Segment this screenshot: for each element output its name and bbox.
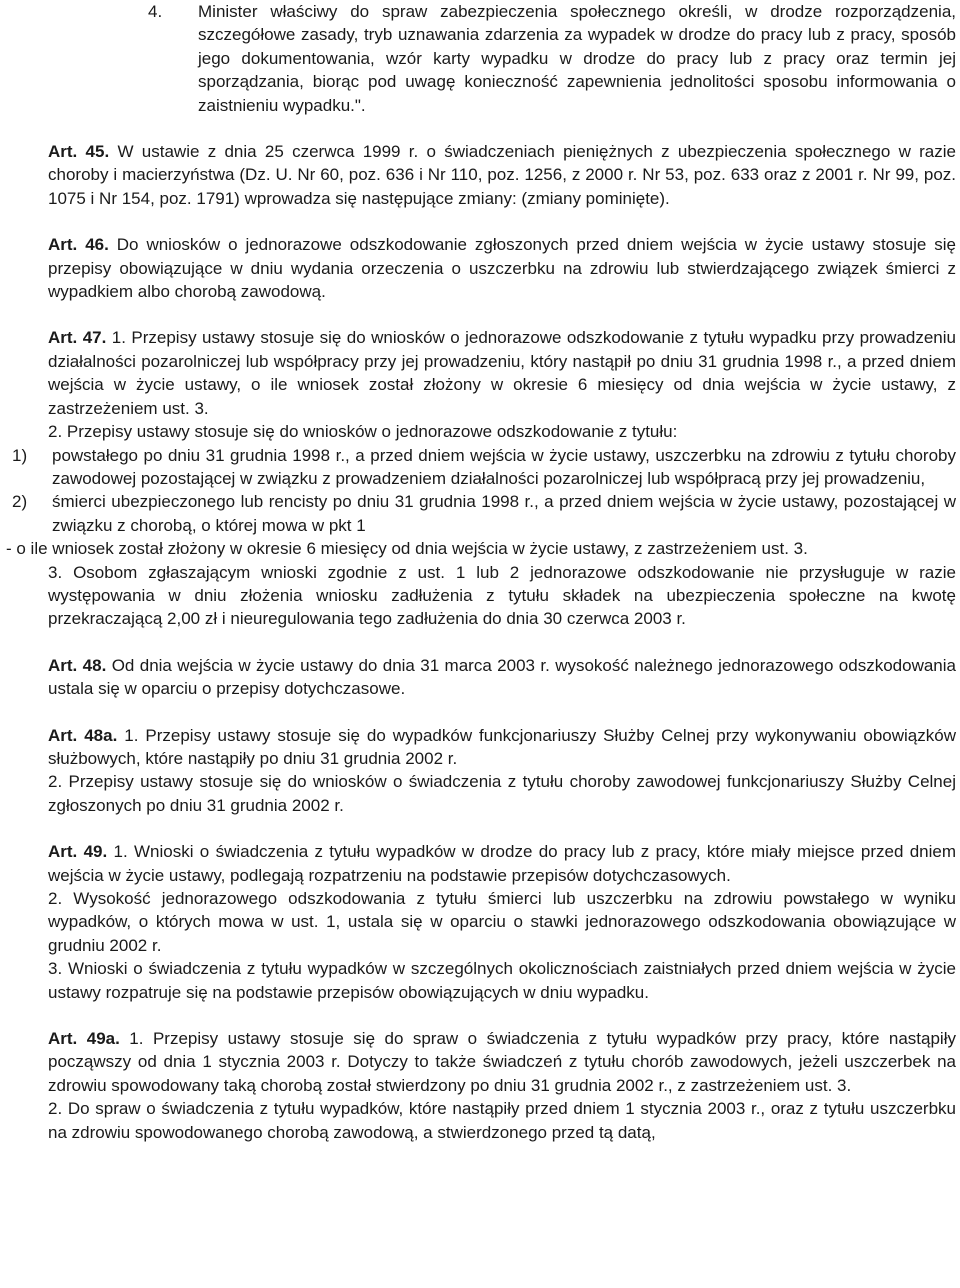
list-item-number: 2) bbox=[12, 492, 28, 512]
list-item bbox=[6, 444, 956, 491]
article-heading: Art. 47. bbox=[48, 328, 107, 348]
article-text: 1. Przepisy ustawy stosuje się do wypadków funkcjonariuszy Służby Celnej przy wykonywaniu obowiązków służbowych, które nastąpiły po dniu 31 grudnia 2002 r. bbox=[48, 725, 956, 768]
article-48a-par-1 bbox=[6, 724, 956, 771]
article-heading: Art. 49a. bbox=[48, 1029, 120, 1049]
article-49a-par-1 bbox=[6, 1027, 956, 1097]
article-45 bbox=[6, 140, 956, 210]
article-47-tail: - o ile wniosek został złożony w okresie 6 miesięcy od dnia wejścia w życie ustawy, z zastrzeżeniem ust. 3. bbox=[6, 539, 808, 559]
article-text: 1. Przepisy ustawy stosuje się do wniosków o jednorazowe odszkodowanie z tytułu wypadku przy prowadzeniu działalności pozarolniczej lub współpracy przy jej prowadzeniu, który nastąpił po dniu 31 grudnia 1998 r., a przed dniem wejścia w życie ustawy, o ile wniosek został złożony w okresie 6 miesięcy od dnia wejścia w życie ustawy, z zastrzeżeniem ust. 3. bbox=[48, 328, 956, 418]
article-heading: Art. 49. bbox=[48, 842, 108, 862]
article-text: W ustawie z dnia 25 czerwca 1999 r. o świadczeniach pieniężnych z ubezpieczenia społecznego w razie choroby i macierzyństwa (Dz. U. Nr 60, poz. 636 i Nr 110, poz. 1256, z 2000 r. Nr 53, poz. 633 oraz z 2001 r. Nr 99, poz. 1075 i Nr 154, poz. 1791) wprowadza się następujące zmiany: (zmiany pominięte). bbox=[48, 142, 956, 208]
article-text: Od dnia wejścia w życie ustawy do dnia 31 marca 2003 r. wysokość należnego jednorazowego odszkodowania ustala się w oparciu o przepisy dotychczasowe. bbox=[48, 655, 956, 699]
paragraph-number: 4. bbox=[148, 2, 163, 21]
article-heading: Art. 48a. bbox=[48, 725, 118, 745]
article-49-par-1 bbox=[6, 840, 956, 887]
article-49-par-2: 2. Wysokość jednorazowego odszkodowania z tytułu śmierci lub uszczerbku na zdrowiu powstałego w wyniku wypadków, o których mowa w ust. 1, ustala się w oparciu o stawki jednorazowego odszkodowania obowiązujące w grudniu 2002 r. bbox=[48, 889, 956, 955]
paragraph-text: Minister właściwy do spraw zabezpieczenia społecznego określi, w drodze rozporządzenia, szczegółowe zasady, tryb uznawania zdarzenia za wypadek w drodze do pracy lub z pracy, sposób jego dokumentowania, wzór karty wypadku w drodze do pracy lub z pracy oraz termin jej sporządzania, biorąc pod uwagę konieczność zapewnienia jednolitości sposobu informowania o zaistnieniu wypadku.". bbox=[198, 2, 956, 115]
article-49-par-3: 3. Wnioski o świadczenia z tytułu wypadków w szczególnych okolicznościach zaistniałych przed dniem wejścia w życie ustawy rozpatruje się na podstawie przepisów obowiązujących w dniu wypadku. bbox=[48, 959, 956, 1002]
list-item-text: śmierci ubezpieczonego lub rencisty po dniu 31 grudnia 1998 r., a przed dniem wejścia w życie ustawy, pozostającej w związku z chorobą, o której mowa w pkt 1 bbox=[52, 492, 956, 535]
article-48a-par-2: 2. Przepisy ustawy stosuje się do wniosków o świadczenia z tytułu choroby zawodowej funkcjonariuszy Służby Celnej zgłoszonych po dniu 31 grudnia 2002 r. bbox=[48, 772, 956, 815]
paragraph-4 bbox=[6, 0, 956, 117]
article-heading: Art. 45. bbox=[48, 142, 110, 162]
article-text: 1. Przepisy ustawy stosuje się do spraw o świadczenia z tytułu wypadków przy pracy, które nastąpiły począwszy od dnia 1 stycznia 2003 r. Dotyczy to także świadczeń z tytułu chorób zawodowych, jeżeli uszczerbek na zdrowiu spowodowany taką chorobą został stwierdzony po dniu 31 grudnia 2002 r., z zastrzeżeniem ust. 3. bbox=[48, 1029, 956, 1095]
list-item-number: 1) bbox=[12, 445, 28, 465]
article-48 bbox=[6, 654, 956, 701]
article-heading: Art. 46. bbox=[48, 235, 109, 255]
article-47-par-3: 3. Osobom zgłaszającym wnioski zgodnie z ust. 1 lub 2 jednorazowe odszkodowanie nie przysługuje w razie występowania w dniu złożenia wniosku zadłużenia z tytułu składek na ubezpieczenia społeczne na kwotę przekraczającą 2,00 zł i nieuregulowania tego zadłużenia do dnia 30 czerwca 2003 r. bbox=[48, 562, 956, 629]
article-49a-par-2: 2. Do spraw o świadczenia z tytułu wypadków, które nastąpiły przed dniem 1 stycznia 2003 r., oraz z tytułu uszczerbku na zdrowiu spowodowanego chorobą zawodową, a stwierdzonego przed tą datą, bbox=[48, 1099, 956, 1142]
article-46 bbox=[6, 233, 956, 303]
list-item-text: powstałego po dniu 31 grudnia 1998 r., a przed dniem wejścia w życie ustawy, uszczerbku na zdrowiu z tytułu choroby zawodowej pozostającej w związku z prowadzeniem działalności pozarolniczej lub współpracą przy jej prowadzeniu, bbox=[52, 445, 956, 488]
article-text: Do wniosków o jednorazowe odszkodowanie zgłoszonych przed dniem wejścia w życie ustawy stosuje się przepisy obowiązujące w dniu wydania orzeczenia o uszczerbku na zdrowiu lub stwierdzającego związek śmierci z wypadkiem albo chorobą zawodową. bbox=[48, 235, 956, 302]
article-heading: Art. 48. bbox=[48, 655, 107, 675]
article-47-par-1 bbox=[6, 326, 956, 420]
article-47-list bbox=[6, 444, 956, 538]
article-text: 1. Wnioski o świadczenia z tytułu wypadków w drodze do pracy lub z pracy, które miały miejsce przed dniem wejścia w życie ustawy, podlegają rozpatrzeniu na podstawie przepisów dotychczasowych. bbox=[48, 842, 956, 885]
list-item bbox=[6, 490, 956, 537]
article-47-par-2: 2. Przepisy ustawy stosuje się do wniosków o jednorazowe odszkodowanie z tytułu: bbox=[48, 422, 678, 442]
